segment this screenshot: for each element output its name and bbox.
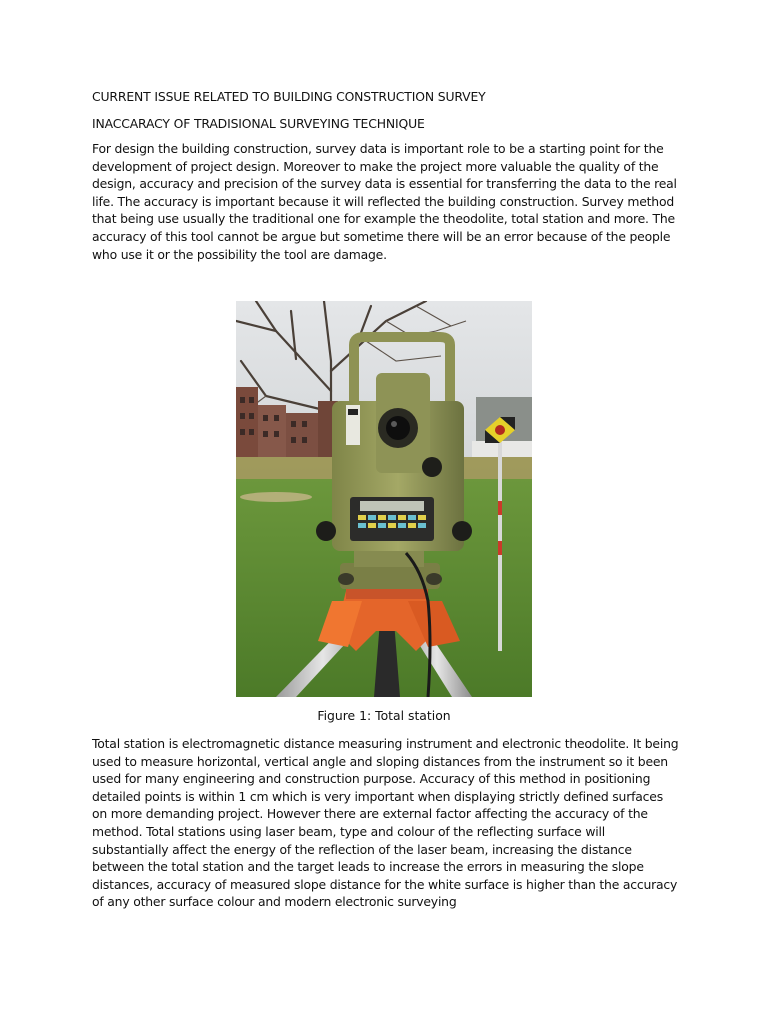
section-heading: CURRENT ISSUE RELATED TO BUILDING CONSTRUCTION SURVEY bbox=[92, 89, 486, 104]
total-station-photo bbox=[236, 301, 532, 697]
body-paragraph: Total station is electromagnetic distance measuring instrument and electronic theodolite. It being used to measure horizontal, vertical angle and sloping distances from the instrument so it been used for many engineering and construction purpose. Accuracy of this method in positioning detailed points is within 1 cm which is very important when displaying strictly defined surfaces on more demanding project. However there are external factor affecting the accuracy of the method. Total stations using laser beam, type and colour of the reflecting surface will substantially affect the energy of the reflection of the laser beam, increasing the distance between the total station and the target leads to increase the errors in measuring the slope distances, accuracy of measured slope distance for the white surface is higher than the accuracy of any other surface colour and modern electronic surveying bbox=[92, 736, 679, 910]
subsection-heading: INACCARACY OF TRADISIONAL SURVEYING TECHNIQUE bbox=[92, 116, 425, 131]
intro-paragraph: For design the building construction, survey data is important role to be a starting point for the development of project design. Moreover to make the project more valuable the quality of the design, accuracy and precision of the survey data is essential for transferring the data to the real life. The accuracy is important because it will reflected the building construction. Survey method that being use usually the traditional one for example the theodolite, total station and more. The accuracy of this tool cannot be argue but sometime there will be an error because of the people who use it or the possibility the tool are damage. bbox=[92, 141, 677, 262]
figure-caption: Figure 1: Total station bbox=[317, 708, 451, 723]
